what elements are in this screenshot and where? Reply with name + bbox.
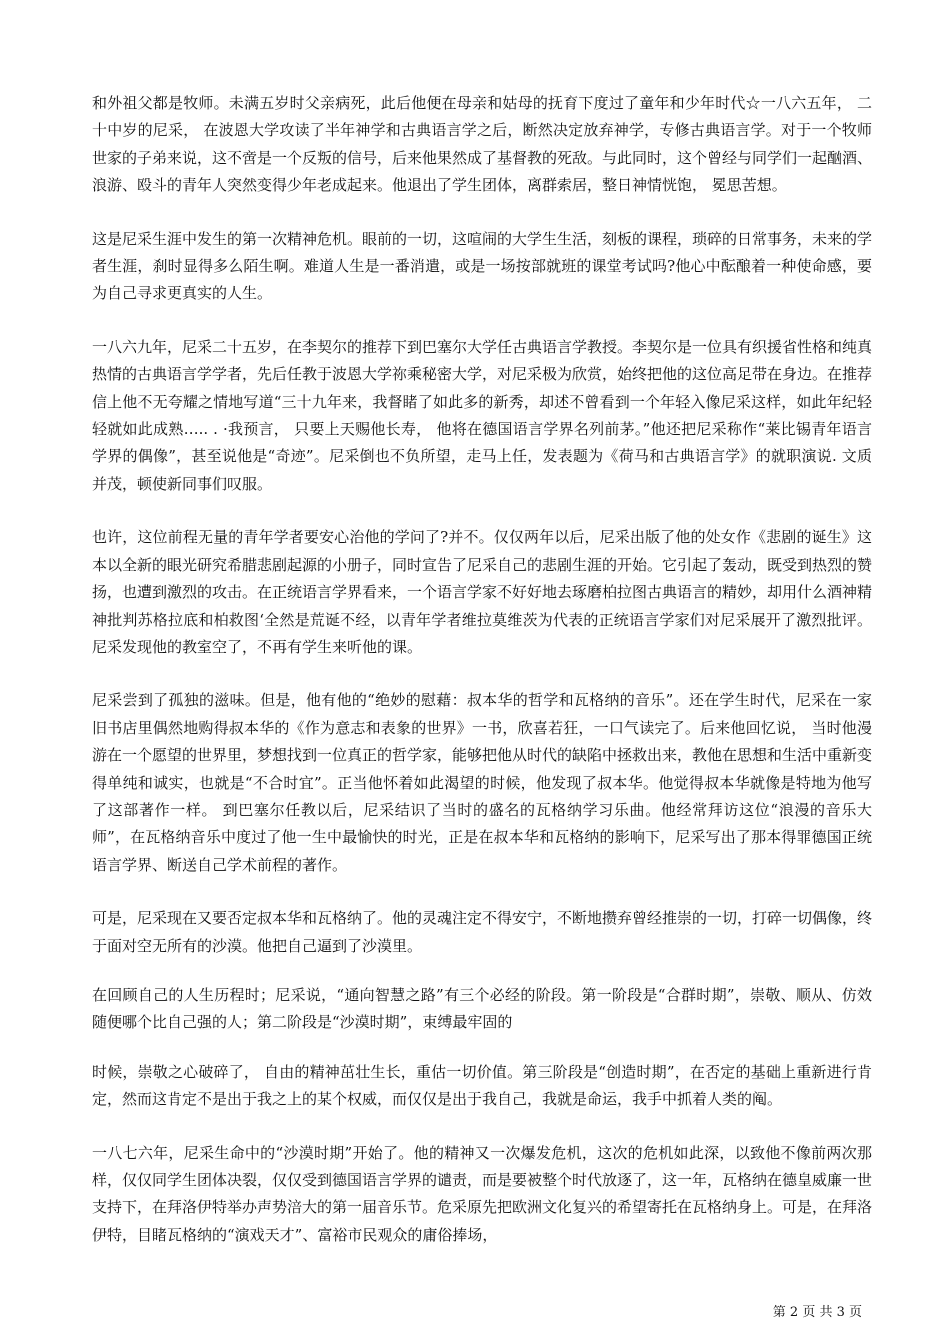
paragraph-4: 也许，这位前程无量的青年学者要安心治他的学问了?并不。仅仅两年以后，尼采出版了他的处女作《悲剧的诞生》这本以全新的眼光研究希腊悲剧起源的小册子，同时宣告了尼采自己的悲剧生涯的开始。它引起了轰动，既受到热烈的赞扬，也遭到激烈的攻击。在正统语言学界看来，一个语言学家不好好地去琢磨柏拉图古典语言的精妙，却用什么酒神精神批判苏格拉底和柏救图‘全然是荒诞不经，以青年学者维拉莫维茨为代表的正统语言学家们对尼采展开了激烈批评。尼采发现他的教室空了，不再有学生来听他的课。 [92, 528, 873, 656]
paragraph-3: 一八六九年，尼采二十五岁，在李契尔的推荐下到巴塞尔大学任古典语言学教授。李契尔是一位具有织援省性格和纯真热情的古典语言学学者，先后任教于波恩大学祢乘秘密大学，对尼采极为欣赏，始终把他的这位高足带在身边。在推荐信上他不无夸耀之情地写道“三十九年来，我督睹了如此多的新秀，却述不曾看到一个年轻入像尼采这样，如此年纪轻轻就如此成熟….. . ·我预言， 只要上天赐他长寿， 他将在德国语言学界名列前茅。”他还把尼采称作“莱比锡青年语言学界的偶像”，甚至说他是“奇迹”。尼采倒也不负所望，走马上任，发表题为《荷马和古典语言学》的就职演说. 文质并茂，顿使新同事们叹服。 [92, 337, 873, 493]
paragraph-5: 尼采尝到了孤独的滋味。但是，他有他的“绝妙的慰藉：叔本华的哲学和瓦格纳的音乐”。还在学生时代，尼采在一家旧书店里偶然地购得叔本华的《作为意志和表象的世界》一书，欣喜若狂，一口气读完了。后来他回忆说， 当时他漫游在一个愿望的世界里，梦想找到一位真正的哲学家，能够把他从时代的缺陷中拯救出来，教他在思想和生活中重新变得单纯和诚实，也就是“不合时宜”。正当他怀着如此渴望的时候，他发现了叔本华。他觉得叔本华就像是特地为他写了这部著作一样。 到巴塞尔任教以后，尼采结识了当时的盛名的瓦格纳学习乐曲。他经常拜访这位“浪漫的音乐大师”，在瓦格纳音乐中度过了他一生中最愉快的时光，正是在叔本华和瓦格纳的影响下，尼采写出了那本得罪德国正统语言学界、断送自己学术前程的著作。 [92, 691, 873, 874]
paragraph-gap [92, 661, 872, 687]
paragraph-1: 和外祖父都是牧师。未满五岁时父亲病死，此后他便在母亲和姑母的抚育下度过了童年和少年时代☆一八六五年， 二十中岁的尼采， 在波恩大学攻读了半年神学和古典语言学之后，断然决定放弃神学，专修古典语言学。对于一个牧师世家的子弟来说，这不啻是一个反叛的信号，后来他果然成了基督教的死敌。与此同时，这个曾经与同学们一起酗酒、浪游、殴斗的青年人突然变得少年老成起来。他退出了学生团体，离群索居，整日神情恍饱， 冕思苦想。 [92, 94, 873, 195]
paragraph-8: 时候，崇敬之心破碎了， 自由的精神茁壮生长，重估一切价值。第三阶段是“创造时期”，在否定的基础上重新进行肯定，然而这肯定不是出于我之上的某个权威，而仅仅是出于我自己，我就是命运，我手中抓着人类的阄。 [92, 1062, 872, 1109]
paragraph-gap [92, 879, 872, 905]
paragraph-gap [92, 498, 872, 524]
document-body [92, 90, 872, 1249]
paragraph-gap [92, 1114, 872, 1140]
paragraph-7: 在回顾自己的人生历程时；尼采说，“通向智慧之路”有三个必经的阶段。第一阶段是“合群时期”，崇敬、顺从、仿效随便哪个比自己强的人；第二阶段是“沙漠时期”，束缚最牢固的 [92, 985, 872, 1032]
page-number: 第 2 页 共 3 页 [772, 1305, 862, 1320]
paragraph-gap [92, 308, 872, 334]
paragraph-gap [92, 200, 872, 226]
paragraph-2: 这是尼采生涯中发生的第一次精神危机。眼前的一切，这喧闹的大学生生活，刻板的课程，琐碎的日常事务，未来的学者生涯，刹时显得多么陌生啊。难道人生是一番消遣，或是一场按部就班的课堂考试吗?他心中酝酿着一种使命感，要为自己寻求更真实的人生。 [92, 229, 873, 303]
paragraph-gap [92, 1037, 872, 1059]
paragraph-9: 一八七六年，尼采生命中的“沙漠时期”开始了。他的精神又一次爆发危机，这次的危机如此深，以致他不像前两次那样，仅仅同学生团体决裂，仅仅受到德国语言学界的谴责，而是要被整个时代放逐了，这一年，瓦格纳在德皇威廉一世支持下，在拜洛伊特举办声势涪大的第一届音乐节。危采原先把欧洲文化复兴的希望寄托在瓦格纳身上。可是，在拜洛伊特，目睹瓦格纳的“演戏天才”、富裕市民观众的庸俗捧场， [92, 1143, 873, 1244]
paragraph-6: 可是，尼采现在又要否定叔本华和瓦格纳了。他的灵魂注定不得安宁，不断地攒弃曾经推崇的一切，打碎一切偶像，终于面对空无所有的沙漠。他把自己逼到了沙漠里。 [92, 909, 873, 955]
paragraph-gap [92, 960, 872, 982]
